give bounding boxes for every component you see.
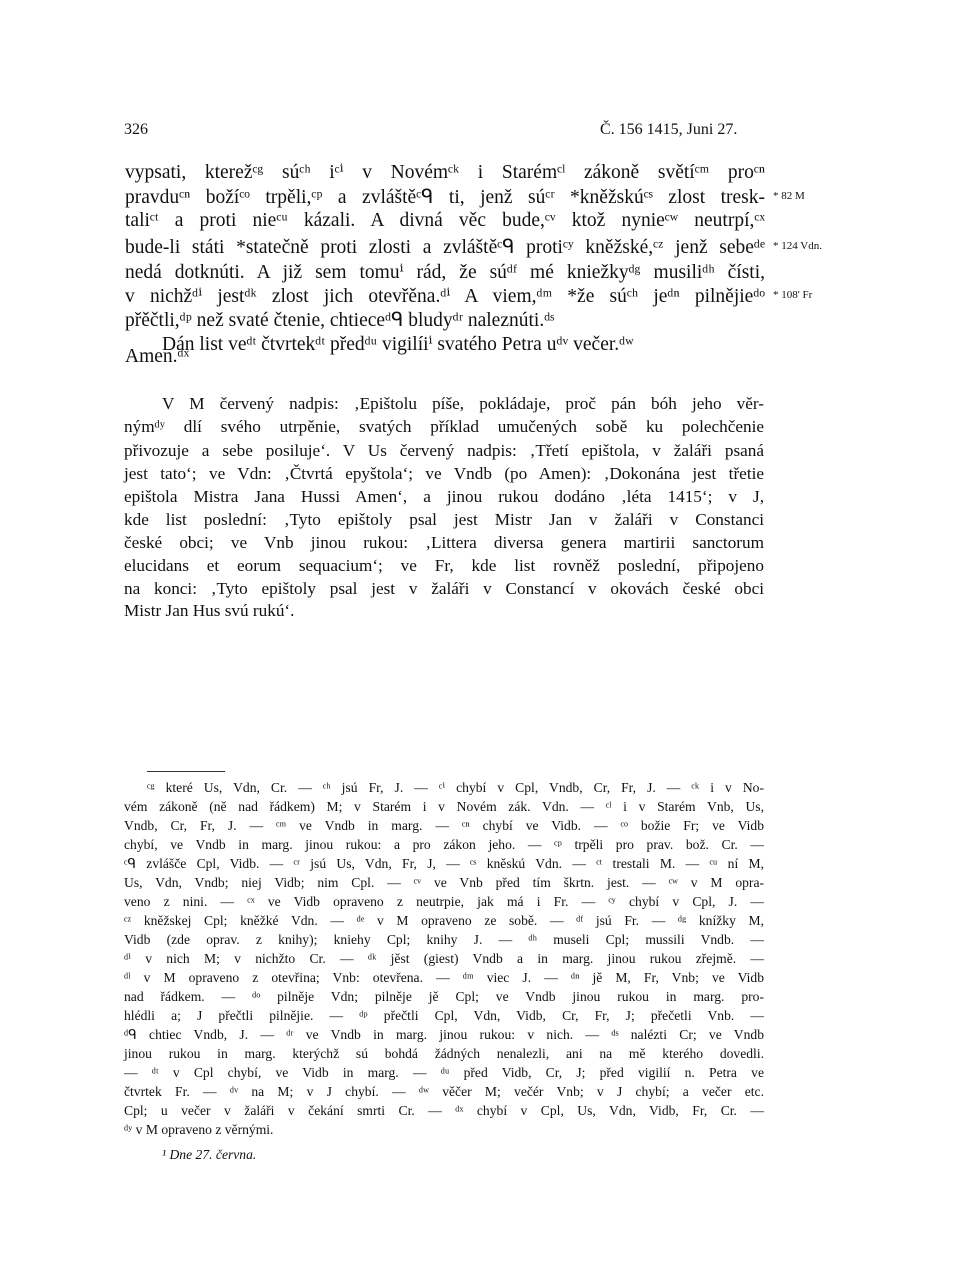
footnote-line: — ᵈᵗ v Cpl chybí, ve Vidb in marg. — ᵈᵘ před Vidb, Cr, J; před vigilií n. Petra ve	[124, 1065, 764, 1080]
intro-line: V M červený nadpis: ‚Epištolu píše, pokládaje, proč pán bóh jeho věr-	[162, 394, 764, 413]
footnote-line: čtvrtek Fr. — ᵈᵛ na M; v J chybí. — ᵈʷ věčer M; večér Vnb; v J chybí; a večer etc.	[124, 1084, 764, 1099]
body-line: vypsati, kterežᶜᵍ súᶜʰ iᶜⁱ v Novémᶜᵏ i Starémᶜˡ zákoně světíᶜᵐ proᶜⁿ	[125, 162, 765, 183]
body-line-amen: Amen.ᵈˣ	[125, 346, 190, 367]
intro-line: přivozuje a sebe posiluje‘. V Us červený nadpis: ‚Třetí epištola, v žaláři psaná	[124, 441, 764, 460]
body-line: nedá dotknúti. A již sem tomuⁱ rád, že súᵈᶠ mé kniežkyᵈᵍ musiliᵈʰ čísti,	[125, 262, 765, 283]
footnote-line: jinou rukou in marg. kterýchž sú bohdá žádných nenalezli, ani na mě kterého dovedli.	[124, 1046, 764, 1061]
margin-note: * 108' Fr	[773, 289, 813, 301]
footnote-divider	[147, 771, 225, 772]
intro-line: nýmᵈʸ dlí svého utrpěnie, svatých příklad umučených sobě ku polechčenie	[124, 417, 764, 436]
intro-line: epištola Mistra Jana Hussi Amen‘, a jinou rukou dodáno ‚léta 1415‘; v J,	[124, 487, 764, 506]
dating-line: Dán list veᵈᵗ čtvrtekᵈᵗ předᵈᵘ vigilíiⁱ svatého Petra uᵈᵛ večer.ᵈʷ	[162, 334, 634, 355]
footnote-line: hlédli a; J přečtli pilnějie. — ᵈᵖ přečtli Cpl, Vdn, Vidb, Cr, Fr, J; přečetli Vnb. —	[124, 1008, 764, 1023]
intro-line: elucidans et eorum sequacium‘; ve Fr, kde list rovněž poslední, připojeno	[124, 556, 764, 575]
margin-note: * 124 Vdn.	[773, 240, 822, 252]
footnote-line: ᵈˡ v M opraveno z otevřina; Vnb: otevřena. — ᵈᵐ viec J. — ᵈⁿ jě M, Fr, Vnb; ve Vidb	[124, 970, 764, 985]
body-line: bude-li státi *statečně proti zlosti a zvláštěᶜᑫ protiᶜʸ kněžské,ᶜᶻ jenž sebeᵈᵉ	[125, 237, 765, 258]
footnote-line: ᶜᶻ kněžskej Cpl; kněžké Vdn. — ᵈᵉ v M opraveno ze sobě. — ᵈᶠ jsú Fr. — ᵈᵍ knížky M,	[124, 913, 764, 928]
footnote-line: ᵈⁱ v nich M; v nichžto Cr. — ᵈᵏ jěst (giest) Vndb a in marg. jinou rukou zřejmě. —	[124, 951, 764, 966]
body-line: pravduᶜⁿ božíᶜᵒ trpěli,ᶜᵖ a zvláštěᶜᑫ ti, jenž súᶜʳ *kněžskúᶜˢ zlost tresk-	[125, 187, 765, 208]
footnote-line: ᵈᑫ chtiec Vndb, J. — ᵈʳ ve Vndb in marg. jinou rukou: v nich. — ᵈˢ nalézti Cr; ve Vndb	[124, 1027, 764, 1042]
footnote-line: nad řádkem. — ᵈᵒ pilněje Vdn; pilněje jě Cpl; ve Vndb jinou rukou in marg. pro-	[124, 989, 764, 1004]
footnote-line: ᶜᑫ zvlášče Cpl, Vidb. — ᶜʳ jsú Us, Vdn, Fr, J, — ᶜˢ kněskú Vdn. — ᶜᵗ trestali M. — ᶜᵘ ní M,	[124, 856, 764, 871]
intro-line: jest tato‘; ve Vdn: ‚Čtvrtá epyštola‘; ve Vndb (po Amen): ‚Dokonána jest třetie	[124, 464, 764, 483]
page-number: 326	[124, 121, 148, 138]
body-line: v nichžᵈⁱ jestᵈᵏ zlost jich otevřěna.ᵈⁱ A viem,ᵈᵐ *že súᶜʰ jeᵈⁿ pilnějieᵈᵒ	[125, 286, 765, 307]
margin-note: * 82 M	[773, 190, 805, 202]
footnote-line: chybí, ve Vndb in marg. jinou rukou: a pro zákon jeho. — ᶜᵖ trpěli pro prav. bož. Cr. —	[124, 837, 764, 852]
footnote-line: ᵈʸ v M opraveno z věrnými.	[124, 1122, 274, 1137]
intro-line: české obci; ve Vnb jinou rukou: ‚Littera diversa genera martirii sanctorum	[124, 533, 764, 552]
footnote-line: Vidb (zde oprav. z knihy); kniehy Cpl; knihy J. — ᵈʰ museli Cpl; mussili Vndb. —	[124, 932, 764, 947]
footnote-line: Us, Vdn, Vndb; niej Vidb; nim Cpl. — ᶜᵛ ve Vnb před tím škrtn. jest. — ᶜʷ v M opra-	[124, 875, 764, 890]
document-reference: Č. 156 1415, Juni 27.	[600, 121, 738, 138]
footnote-line: Vndb, Cr, Fr, J. — ᶜᵐ ve Vndb in marg. — ᶜⁿ chybí ve Vidb. — ᶜᵒ božie Fr; ve Vidb	[124, 818, 764, 833]
date-footnote: ¹ Dne 27. června.	[162, 1147, 257, 1162]
footnote-line: Cpl; u večer v žaláři v čekání smrti Cr. — ᵈˣ chybí v Cpl, Us, Vdn, Vidb, Fr, Cr. —	[124, 1103, 764, 1118]
footnote-line: veno z nini. — ᶜˣ ve Vidb opraveno z neutrpie, jak má i Fr. — ᶜʸ chybí v Cpl, J. —	[124, 894, 764, 909]
footnote-line: vém zákoně (ně nad řádkem) M; v Starém i v Novém zák. Vdn. — ᶜˡ i v Starém Vnb, Us,	[124, 799, 764, 814]
body-line: taliᶜᵗ a proti nieᶜᵘ kázali. A divná věc bude,ᶜᵛ ktož nynieᶜʷ neutrpí,ᶜˣ	[125, 210, 765, 231]
body-line: přěčtli,ᵈᵖ než svaté čtenie, chtieceᵈᑫ bludyᵈʳ naleznúti.ᵈˢ	[125, 310, 555, 331]
intro-line: na konci: ‚Tyto epištoly psal jest v žaláři v Constancí v okovách české obci	[124, 579, 764, 598]
footnote-line: ᶜᵍ které Us, Vdn, Cr. — ᶜʰ jsú Fr, J. — ᶜⁱ chybí v Cpl, Vndb, Cr, Fr, J. — ᶜᵏ i v No-	[147, 780, 764, 795]
intro-line: kde list poslední: ‚Tyto epištoly psal jest Mistr Jan v žaláři v Constanci	[124, 510, 764, 529]
intro-line: Mistr Jan Hus svú rukú‘.	[124, 601, 295, 620]
